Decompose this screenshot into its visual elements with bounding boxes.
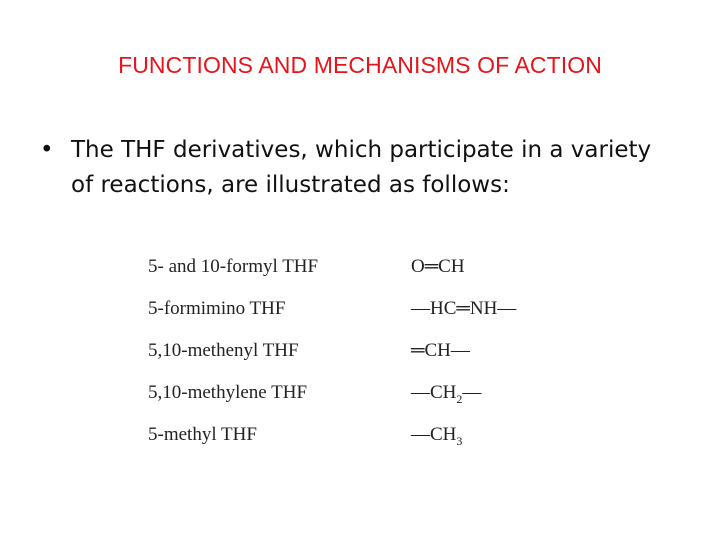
derivative-row-methylene xyxy=(148,382,588,424)
derivative-row-methyl xyxy=(148,424,588,466)
group-subscript: 2 xyxy=(456,392,463,406)
group-tail: — xyxy=(462,382,482,403)
derivative-group xyxy=(411,382,481,407)
group-main: ═CH— xyxy=(411,340,470,361)
group-main: —CH xyxy=(411,424,457,445)
derivative-name: 5-formimino THF xyxy=(148,298,286,319)
derivative-group xyxy=(411,424,462,449)
group-main: —HC═NH— xyxy=(411,298,517,319)
derivative-row-formimino xyxy=(148,298,588,340)
derivative-name: 5,10-methylene THF xyxy=(148,382,308,403)
derivative-row-methenyl xyxy=(148,340,588,382)
thf-derivatives-table xyxy=(148,256,588,466)
derivative-group xyxy=(411,340,470,362)
group-main: —CH xyxy=(411,382,457,403)
derivative-group xyxy=(411,298,516,320)
derivative-name: 5- and 10-formyl THF xyxy=(148,256,319,277)
derivative-name: 5,10-methenyl THF xyxy=(148,340,299,361)
group-main: O═CH xyxy=(411,256,465,277)
derivative-name: 5-methyl THF xyxy=(148,424,257,445)
derivative-row-formyl xyxy=(148,256,588,298)
bullet-icon: • xyxy=(40,137,54,163)
slide-title: FUNCTIONS AND MECHANISMS OF ACTION xyxy=(118,52,602,78)
bullet-text: The THF derivatives, which participate in a variety of reactions, are illustrated as follows: xyxy=(71,137,652,198)
bullet-item xyxy=(40,133,680,203)
bullet-list xyxy=(40,133,680,203)
group-subscript: 3 xyxy=(456,434,463,448)
derivative-group xyxy=(411,256,465,278)
